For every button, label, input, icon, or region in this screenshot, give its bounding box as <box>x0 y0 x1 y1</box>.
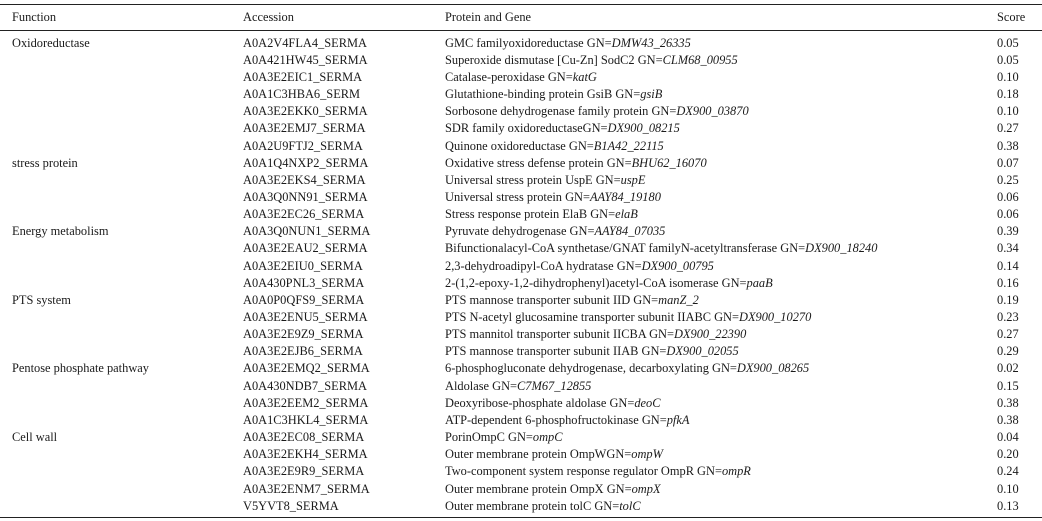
table-row <box>0 223 1042 240</box>
gene-name: katG <box>572 69 597 84</box>
protein-gene-cell <box>445 52 738 69</box>
table-row <box>0 206 1042 223</box>
protein-gene-cell <box>445 343 739 360</box>
table-row <box>0 463 1042 480</box>
protein-gene-cell <box>445 412 689 429</box>
gene-name: manZ_2 <box>658 292 699 307</box>
gene-name: DX900_18240 <box>805 241 878 256</box>
header-accession: Accession <box>243 9 294 24</box>
protein-gene-cell <box>445 378 591 395</box>
protein-name: Universal stress protein GN= <box>445 189 590 204</box>
function-cell: Energy metabolism <box>12 224 109 239</box>
protein-name: 6-phosphogluconate dehydrogenase, decarboxylating GN= <box>445 361 737 376</box>
score-cell: 0.19 <box>997 292 1019 307</box>
accession-cell: A0A1Q4NXP2_SERMA <box>243 155 369 170</box>
gene-name: C7M67_12855 <box>517 378 592 393</box>
protein-gene-cell <box>445 326 746 343</box>
score-cell: 0.06 <box>997 189 1019 204</box>
table-bottom-rule <box>0 517 1042 518</box>
table-row <box>0 275 1042 292</box>
protein-gene-cell <box>445 498 641 515</box>
protein-gene-cell <box>445 275 773 292</box>
function-cell: Oxidoreductase <box>12 35 90 50</box>
gene-name: DX900_03870 <box>676 104 749 119</box>
protein-name: GMC familyoxidoreductase GN= <box>445 35 612 50</box>
protein-name: Outer membrane protein tolC GN= <box>445 498 620 513</box>
score-cell: 0.34 <box>997 241 1019 256</box>
accession-cell: A0A1C3HKL4_SERMA <box>243 412 369 427</box>
protein-name: PTS mannose transporter subunit IIAB GN= <box>445 344 667 359</box>
gene-name: AAY84_07035 <box>594 224 666 239</box>
protein-name: Universal stress protein UspE GN= <box>445 172 621 187</box>
protein-name: Aldolase GN= <box>445 378 518 393</box>
table-row <box>0 429 1042 446</box>
score-cell: 0.13 <box>997 498 1019 513</box>
table-row <box>0 52 1042 69</box>
protein-name: Catalase-peroxidase GN= <box>445 69 573 84</box>
gene-name: gsiB <box>640 87 663 102</box>
accession-cell: A0A430PNL3_SERMA <box>243 275 365 290</box>
protein-name: PTS N-acetyl glucosamine transporter subunit IIABC GN= <box>445 310 739 324</box>
score-cell: 0.39 <box>997 224 1019 239</box>
gene-name: DMW43_26335 <box>611 35 691 50</box>
gene-name: DX900_08215 <box>607 121 680 136</box>
gene-name: BHU62_16070 <box>631 155 707 170</box>
protein-gene-cell <box>445 120 680 137</box>
score-cell: 0.06 <box>997 207 1019 222</box>
function-cell: stress protein <box>12 155 78 170</box>
protein-name: Outer membrane protein OmpWGN= <box>445 447 632 462</box>
gene-name: paaB <box>746 275 773 290</box>
table-top-rule <box>0 4 1042 5</box>
table-row <box>0 155 1042 172</box>
gene-name: tolC <box>619 498 641 513</box>
protein-gene-cell <box>445 309 811 326</box>
accession-cell: A0A3E2E9R9_SERMA <box>243 464 365 479</box>
protein-gene-cell <box>445 446 663 463</box>
table-row <box>0 498 1042 515</box>
accession-cell: A0A3E2EKS4_SERMA <box>243 172 366 187</box>
protein-name: Deoxyribose-phosphate aldolase GN= <box>445 395 635 410</box>
table-row <box>0 103 1042 120</box>
protein-gene-cell <box>445 155 707 172</box>
accession-cell: V5YVT8_SERMA <box>243 498 339 513</box>
accession-cell: A0A3E2EMJ7_SERMA <box>243 121 366 136</box>
accession-cell: A0A1C3HBA6_SERM <box>243 87 361 102</box>
gene-name: DX900_00795 <box>641 258 714 273</box>
protein-gene-cell <box>445 138 664 155</box>
table-row <box>0 360 1042 377</box>
accession-cell: A0A2U9FTJ2_SERMA <box>243 138 363 153</box>
protein-name: Quinone oxidoreductase GN= <box>445 138 594 153</box>
protein-name: PTS mannitol transporter subunit IICBA GN= <box>445 327 674 342</box>
protein-name: Superoxide dismutase [Cu-Zn] SodC2 GN= <box>445 52 663 67</box>
gene-name: deoC <box>634 395 661 410</box>
score-cell: 0.29 <box>997 344 1019 359</box>
table-row <box>0 35 1042 52</box>
score-cell: 0.20 <box>997 447 1019 462</box>
score-cell: 0.05 <box>997 35 1019 50</box>
protein-gene-cell <box>445 189 661 206</box>
protein-name: Sorbosone dehydrogenase family protein GN= <box>445 104 677 119</box>
protein-name: Outer membrane protein OmpX GN= <box>445 481 632 496</box>
table-row <box>0 343 1042 360</box>
accession-cell: A0A3E2E9Z9_SERMA <box>243 327 364 342</box>
gene-name: elaB <box>615 207 638 222</box>
header-score: Score <box>997 9 1026 24</box>
table-row <box>0 258 1042 275</box>
protein-name: Pyruvate dehydrogenase GN= <box>445 224 595 239</box>
accession-cell: A0A3E2EC26_SERMA <box>243 207 365 222</box>
table-row <box>0 172 1042 189</box>
accession-cell: A0A3E2EIU0_SERMA <box>243 258 363 273</box>
protein-name: PTS mannose transporter subunit IID GN= <box>445 292 659 307</box>
accession-cell: A0A2V4FLA4_SERMA <box>243 35 367 50</box>
gene-name: ompC <box>532 430 563 445</box>
protein-name: Glutathione-binding protein GsiB GN= <box>445 87 641 102</box>
score-cell: 0.10 <box>997 481 1019 496</box>
table-row <box>0 446 1042 463</box>
function-cell: PTS system <box>12 292 71 307</box>
score-cell: 0.18 <box>997 87 1019 102</box>
accession-cell: A0A3E2ENM7_SERMA <box>243 481 370 496</box>
gene-name: DX900_10270 <box>739 310 812 324</box>
score-cell: 0.10 <box>997 104 1019 119</box>
protein-gene-cell <box>445 206 638 223</box>
protein-gene-cell <box>445 463 751 480</box>
header-function: Function <box>12 9 57 24</box>
score-cell: 0.16 <box>997 275 1019 290</box>
table-row <box>0 309 1042 326</box>
header-protein-and-gene: Protein and Gene <box>445 9 532 24</box>
protein-gene-cell <box>445 395 661 412</box>
table-header-rule <box>0 30 1042 31</box>
table-row <box>0 326 1042 343</box>
score-cell: 0.07 <box>997 155 1019 170</box>
protein-gene-cell <box>445 35 691 52</box>
accession-cell: A0A3E2EIC1_SERMA <box>243 69 363 84</box>
accession-cell: A0A3E2EKH4_SERMA <box>243 447 368 462</box>
protein-gene-cell <box>445 240 877 257</box>
protein-gene-cell <box>445 69 597 86</box>
protein-name: ATP-dependent 6-phosphofructokinase GN= <box>445 412 667 427</box>
score-cell: 0.14 <box>997 258 1019 273</box>
protein-gene-cell <box>445 172 645 189</box>
score-cell: 0.23 <box>997 310 1019 324</box>
score-cell: 0.27 <box>997 121 1019 136</box>
protein-gene-cell <box>445 481 661 498</box>
accession-cell: A0A3E2ENU5_SERMA <box>243 310 368 324</box>
protein-name: PorinOmpC GN= <box>445 430 533 445</box>
score-cell: 0.25 <box>997 172 1019 187</box>
protein-gene-cell <box>445 258 714 275</box>
protein-gene-cell <box>445 292 699 309</box>
accession-cell: A0A3Q0NN91_SERMA <box>243 189 368 204</box>
table-row <box>0 86 1042 103</box>
table-row <box>0 481 1042 498</box>
table-row <box>0 240 1042 257</box>
function-cell: Cell wall <box>12 430 58 445</box>
accession-cell: A0A3E2EJB6_SERMA <box>243 344 363 359</box>
protein-gene-cell <box>445 223 665 240</box>
gene-name: ompR <box>721 464 751 479</box>
table-row <box>0 292 1042 309</box>
protein-name: Bifunctionalacyl-CoA synthetase/GNAT familyN-acetyltransferase GN= <box>445 241 806 256</box>
table-row <box>0 69 1042 86</box>
protein-name: Stress response protein ElaB GN= <box>445 207 616 222</box>
accession-cell: A0A3E2EEM2_SERMA <box>243 395 369 410</box>
score-cell: 0.05 <box>997 52 1019 67</box>
score-cell: 0.38 <box>997 395 1019 410</box>
table-row <box>0 189 1042 206</box>
table-header-row <box>0 9 1042 26</box>
protein-name: Two-component system response regulator OmpR GN= <box>445 464 722 479</box>
accession-cell: A0A430NDB7_SERMA <box>243 378 367 393</box>
table-row <box>0 120 1042 137</box>
gene-name: CLM68_00955 <box>662 52 738 67</box>
protein-name: 2-(1,2-epoxy-1,2-dihydrophenyl)acetyl-CoA isomerase GN= <box>445 275 747 290</box>
accession-cell: A0A421HW45_SERMA <box>243 52 368 67</box>
protein-name: SDR family oxidoreductaseGN= <box>445 121 608 136</box>
table-row <box>0 412 1042 429</box>
gene-name: DX900_22390 <box>673 327 747 342</box>
gene-name: B1A42_22115 <box>593 138 664 153</box>
accession-cell: A0A3E2EMQ2_SERMA <box>243 361 370 376</box>
gene-name: ompX <box>631 481 661 496</box>
accession-cell: A0A3E2EKK0_SERMA <box>243 104 368 119</box>
score-cell: 0.02 <box>997 361 1019 376</box>
accession-cell: A0A3Q0NUN1_SERMA <box>243 224 371 239</box>
score-cell: 0.27 <box>997 327 1019 342</box>
table-row <box>0 395 1042 412</box>
score-cell: 0.38 <box>997 138 1019 153</box>
table-row <box>0 378 1042 395</box>
score-cell: 0.04 <box>997 430 1019 445</box>
gene-name: ompW <box>631 447 663 462</box>
score-cell: 0.24 <box>997 464 1019 479</box>
accession-cell: A0A3E2EC08_SERMA <box>243 430 365 445</box>
accession-cell: A0A3E2EAU2_SERMA <box>243 241 368 256</box>
protein-gene-cell <box>445 103 749 120</box>
protein-name: 2,3-dehydroadipyl-CoA hydratase GN= <box>445 258 642 273</box>
gene-name: AAY84_19180 <box>589 189 661 204</box>
function-cell: Pentose phosphate pathway <box>12 361 149 376</box>
protein-name: Oxidative stress defense protein GN= <box>445 155 632 170</box>
gene-name: DX900_02055 <box>666 344 739 359</box>
gene-name: uspE <box>620 172 646 187</box>
protein-gene-cell <box>445 360 809 377</box>
table-row <box>0 138 1042 155</box>
score-cell: 0.10 <box>997 69 1019 84</box>
accession-cell: A0A0P0QFS9_SERMA <box>243 292 365 307</box>
score-cell: 0.38 <box>997 412 1019 427</box>
protein-gene-cell <box>445 429 563 446</box>
score-cell: 0.15 <box>997 378 1019 393</box>
protein-gene-cell <box>445 86 662 103</box>
gene-name: DX900_08265 <box>736 361 810 376</box>
gene-name: pfkA <box>666 412 690 427</box>
